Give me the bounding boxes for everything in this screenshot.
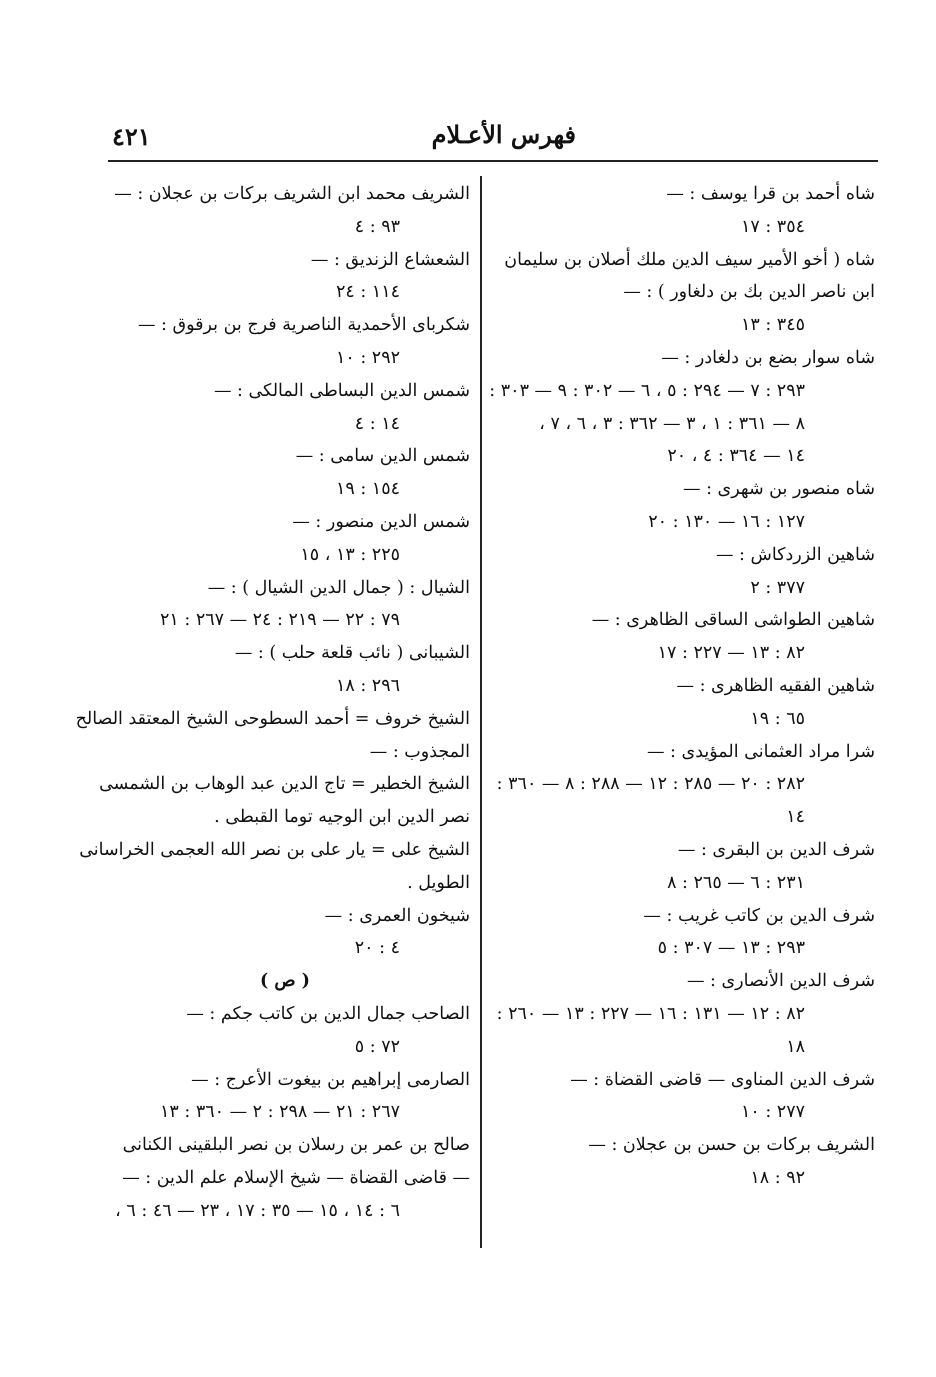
index-entry-references: ٢٧٧ : ١٠ — [740, 1102, 805, 1123]
index-entry-name: شاهين الفقيه الظاهرى : — — [676, 675, 875, 696]
index-entry-name: صالح بن عمر بن رسلان بن نصر البلقينى الكنانى — [122, 1135, 470, 1156]
index-entry-name: الشيخ الخطير = تاج الدين عبد الوهاب بن الشمسى — [99, 774, 470, 795]
index-entry-references: ٢٣١ : ٦ — ٢٦٥ : ٨ — [667, 872, 805, 893]
index-entry-references: ٩٢ : ١٨ — [750, 1167, 805, 1188]
index-entry-references: ١٤ : ٤ — [354, 413, 400, 434]
index-entry-references: ٤ : ٢٠ — [354, 938, 400, 959]
index-entry-references: ٢٦٧ : ٢١ — ٢٩٨ : ٢ — ٣٦٠ : ١٣ — [159, 1102, 400, 1123]
index-entry-references: ٢٩٦ : ١٨ — [335, 675, 400, 696]
index-entry-references: ١٤ — ٣٦٤ : ٤ ، ٢٠ — [667, 446, 805, 467]
index-entry-references: ٣٥٤ : ١٧ — [740, 216, 805, 237]
index-entry-continuation: المجذوب : — — [369, 741, 470, 762]
index-entry-name: شاهين الزردكاش : — — [715, 544, 875, 565]
index-entry-references: ٦ : ١٤ ، ١٥ — ٣٥ : ١٧ ، ٢٣ — ٤٦ : ٦ ، — [115, 1200, 400, 1221]
page-number: ٤٢١ — [112, 122, 151, 151]
index-entry-references: ١٥٤ : ١٩ — [335, 479, 400, 500]
index-entry-references: ٨٢ : ١٢ — ١٣١ : ١٦ — ٢٢٧ : ١٣ — ٢٦٠ : — [496, 1003, 805, 1024]
index-column-left — [75, 178, 470, 1228]
index-entry-name: الشريف محمد ابن الشريف بركات بن عجلان : — — [114, 184, 470, 204]
index-entry-references: ٧٩ : ٢٢ — ٢١٩ : ٢٤ — ٢٦٧ : ٢١ — [159, 610, 400, 631]
index-entry-name: شمس الدين سامى : — — [295, 446, 470, 467]
index-entry-name: شاهين الطواشى الساقى الظاهرى : — — [591, 610, 875, 631]
index-entry-continuation: نصر الدين ابن الوجيه توما القبطى . — [214, 807, 470, 828]
index-entry-references: ٢٩٢ : ١٠ — [335, 347, 400, 368]
index-entry-references: ٢٩٣ : ٧ — ٢٩٤ : ٥ ، ٦ — ٣٠٢ : ٩ — ٣٠٣ : — [489, 380, 805, 401]
index-entry-references: ٧٢ : ٥ — [354, 1036, 400, 1057]
index-entry-name: الشعشاع الزنديق : — — [310, 249, 470, 270]
index-entry-references: ٩٣ : ٤ — [354, 216, 400, 237]
index-entry-references: ٢٨٢ : ٢٠ — ٢٨٥ : ١٢ — ٢٨٨ : ٨ — ٣٦٠ : — [496, 774, 805, 795]
index-entry-name: شاه أحمد بن قرا يوسف : — — [666, 184, 875, 204]
index-entry-name: شاه سوار بضع بن دلغادر : — — [661, 347, 875, 368]
index-entry-references: ٢٩٣ : ١٣ — ٣٠٧ : ٥ — [657, 938, 805, 959]
index-entry-name: الصاحب جمال الدين بن كاتب جكم : — — [186, 1003, 470, 1024]
index-entry-name: ابن ناصر الدين بك بن دلغاور ) : — — [623, 282, 875, 303]
index-entry-name: الصارمى إبراهيم بن بيغوت الأعرج : — — [191, 1069, 470, 1090]
index-entry-name: شيخون العمرى : — — [324, 905, 470, 926]
index-entry-name: شرف الدين بن البقرى : — — [677, 839, 875, 860]
index-entry-name: الشريف بركات بن حسن بن عجلان : — — [588, 1135, 875, 1156]
index-entry-name: الشيبانى ( نائب قلعة حلب ) : — — [234, 643, 470, 664]
index-entry-references: ١١٤ : ٢٤ — [335, 282, 400, 303]
index-entry-references: ٣٤٥ : ١٣ — [740, 315, 805, 336]
section-heading: ( ص ) — [260, 971, 310, 992]
index-entry-name: شمس الدين البساطى المالكى : — — [213, 380, 470, 401]
index-entry-name: شكرباى الأحمدية الناصرية فرج بن برقوق : — — [137, 315, 470, 336]
index-entry-name: الشيخ خروف = أحمد السطوحى الشيخ المعتقد الصالح — [75, 708, 470, 729]
index-entry-name: شمس الدين منصور : — — [292, 511, 470, 532]
index-entry-references: ٨٢ : ١٣ — ٢٢٧ : ١٧ — [657, 643, 805, 664]
index-entry-references: ٢٢٥ : ١٣ ، ١٥ — [300, 544, 400, 565]
index-entry-continuation: — قاضى القضاة — شيخ الإسلام علم الدين : — — [122, 1167, 470, 1188]
page-title: فهرس الأعـلام — [431, 120, 576, 149]
index-entry-references: ١٢٧ : ١٦ — ١٣٠ : ٢٠ — [648, 511, 805, 532]
index-entry-references: ١٤ — [786, 807, 805, 828]
index-entry-continuation: الطويل . — [407, 872, 470, 893]
index-entry-references: ١٨ — [786, 1036, 805, 1057]
index-entry-name: شرف الدين المناوى — قاضى القضاة : — — [570, 1069, 875, 1090]
index-entry-name: شاه ( أخو الأمير سيف الدين ملك أصلان بن سليمان — [504, 249, 875, 270]
index-entry-name: الشيال : ( جمال الدين الشيال ) : — — [207, 577, 470, 598]
index-entry-name: الشيخ على = يار على بن نصر الله العجمى الخراسانى — [79, 839, 470, 860]
index-entry-name: شرف الدين بن كاتب غريب : — — [643, 905, 875, 926]
index-entry-references: ٨ — ٣٦١ : ١ ، ٣ — ٣٦٢ : ٣ ، ٦ ، ٧ ، — [539, 413, 805, 434]
index-entry-references: ٦٥ : ١٩ — [750, 708, 805, 729]
index-column-right — [489, 178, 875, 1195]
header-rule — [108, 160, 878, 162]
index-entry-name: شرا مراد العثمانى المؤيدى : — — [646, 741, 875, 762]
column-divider — [480, 176, 482, 1248]
index-entry-references: ٣٧٧ : ٢ — [750, 577, 805, 598]
index-entry-name: شرف الدين الأنصارى : — — [686, 971, 875, 992]
index-entry-name: شاه منصور بن شهرى : — — [683, 479, 875, 500]
